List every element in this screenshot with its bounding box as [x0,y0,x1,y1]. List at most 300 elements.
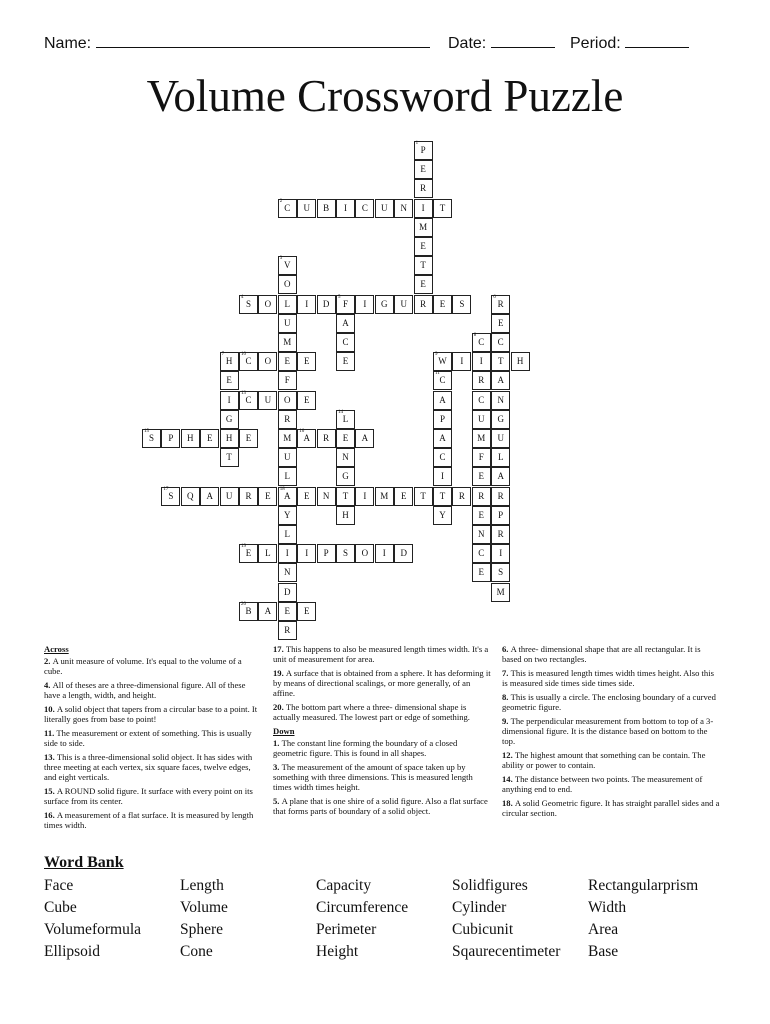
grid-cell[interactable] [452,295,471,314]
grid-cell[interactable] [452,352,471,371]
cell-letter: R [478,490,485,501]
clues-column-1 [44,644,258,834]
grid-cell[interactable] [414,295,433,314]
down-clue [502,668,720,688]
grid-cell[interactable] [239,352,258,371]
grid-cell[interactable] [414,487,433,506]
grid-cell[interactable] [278,544,297,563]
cell-letter: P [168,433,174,443]
cell-letter: E [303,394,310,405]
grid-cell[interactable] [278,256,297,275]
grid-cell[interactable] [336,199,355,218]
grid-cell[interactable] [297,295,316,314]
grid-cell[interactable] [336,410,355,429]
grid-cell[interactable] [472,506,491,525]
cell-letter: E [206,433,213,443]
grid-cell[interactable] [491,391,510,410]
grid-cell[interactable] [472,429,491,448]
grid-cell[interactable] [278,563,297,582]
grid-cell[interactable] [491,295,510,314]
grid-cell[interactable] [200,429,219,448]
grid-cell[interactable] [491,563,510,582]
grid-cell[interactable] [433,371,452,390]
grid-cell[interactable] [278,602,297,621]
grid-cell[interactable] [336,487,355,506]
grid-cell[interactable] [491,371,510,390]
cell-letter: U [264,394,272,405]
cell-letter: M [419,221,428,232]
cell-letter: U [400,298,407,309]
grid-cell[interactable] [317,295,336,314]
cell-letter: S [498,567,504,578]
cell-letter: I [363,298,367,309]
grid-cell[interactable] [258,544,277,563]
grid-cell[interactable] [336,352,355,371]
across-clue [44,704,258,724]
clue-text: All of theses are a three-dimensional figure. All of these have a length, width, and height. [44,680,246,701]
grid-cell[interactable] [472,487,491,506]
grid-cell[interactable] [220,371,239,390]
grid-cell[interactable] [414,275,433,294]
across-clue [273,644,493,664]
cell-letter: A [439,394,446,405]
grid-cell[interactable] [355,199,374,218]
cell-letter: S [148,433,154,443]
grid-cell[interactable] [394,487,413,506]
grid-cell[interactable] [355,429,374,448]
grid-cell[interactable] [297,602,316,621]
clue-number: 18 [279,486,285,492]
cell-letter: T [342,490,349,501]
grid-cell[interactable] [472,525,491,544]
grid-cell[interactable] [491,487,510,506]
grid-cell[interactable] [491,448,510,467]
cell-letter: E [420,164,426,175]
word-bank-item: Rectangularprism [588,877,699,894]
cell-letter: I [227,394,231,405]
grid-cell[interactable] [511,352,530,371]
cell-letter: A [439,433,446,443]
cell-letter: F [478,452,484,463]
grid-cell[interactable] [355,487,374,506]
grid-cell[interactable] [491,314,510,333]
cell-letter: I [441,471,444,482]
cell-letter: N [478,529,485,539]
grid-cell[interactable] [394,295,413,314]
grid-cell[interactable] [220,352,239,371]
clue-text: A surface that is obtained from a sphere. It has deforming it by means of directional scalings, or more generally, of an affine. [273,667,491,699]
grid-cell[interactable] [433,467,452,486]
clue-number: 2. [44,656,53,667]
grid-cell[interactable] [414,160,433,179]
down-clue [502,750,720,770]
grid-cell[interactable] [278,506,297,525]
clue-text: The distance between two points. The measurement of anything end to end. [502,773,703,794]
word-bank-item: Volumeformula [44,921,142,938]
across-clue [44,752,258,783]
grid-cell[interactable] [336,506,355,525]
cell-letter: G [381,298,388,309]
grid-cell[interactable] [472,563,491,582]
cell-letter: T [497,356,504,367]
clue-text: The bottom part where a three- dimensional shape is actually measured. The lowest part or edge of something. [273,702,470,723]
grid-cell[interactable] [220,410,239,429]
grid-cell[interactable] [220,448,239,467]
cell-letter: F [284,375,290,386]
grid-cell[interactable] [258,487,277,506]
clue-number: 4 [241,294,244,300]
cell-letter: D [400,548,407,559]
clue-number: 5. [273,796,282,807]
name-line[interactable] [96,33,430,48]
grid-cell[interactable] [491,429,510,448]
cell-letter: E [284,605,291,616]
clue-number: 10. [44,704,57,715]
grid-cell[interactable] [278,295,297,314]
grid-cell[interactable] [278,429,297,448]
grid-cell[interactable] [414,199,433,218]
cell-letter: H [187,433,194,443]
grid-cell[interactable] [491,410,510,429]
across-clue [44,728,258,748]
grid-cell[interactable] [375,487,394,506]
grid-cell[interactable] [433,506,452,525]
clue-number: 6 [493,294,496,300]
grid-cell[interactable] [239,295,258,314]
clue-number: 9 [435,352,438,358]
cell-letter: E [400,490,407,501]
cell-letter: A [342,317,349,328]
clue-text: The perpendicular measurement from bottom to top of a 3- dimensional figure. It is the distance based on bottom to the top. [502,715,714,747]
cell-letter: G [225,413,233,424]
cell-letter: B [245,605,252,616]
grid-cell[interactable] [414,141,433,160]
cell-letter: C [497,337,504,347]
grid-cell[interactable] [472,371,491,390]
grid-cell[interactable] [278,487,297,506]
cell-letter: M [380,490,389,501]
cell-letter: C [284,202,291,213]
cell-letter: E [478,471,485,482]
grid-cell[interactable] [472,410,491,429]
grid-cell[interactable] [220,487,239,506]
cell-letter: E [303,490,310,501]
grid-cell[interactable] [278,467,297,486]
clue-text: A ROUND solid figure. It surface with every point on its surface from its center. [44,785,253,807]
cell-letter: L [284,471,291,482]
grid-cell[interactable] [181,487,200,506]
grid-cell[interactable] [278,333,297,352]
date-field[interactable] [448,33,555,53]
cell-letter: C [361,202,368,213]
grid-cell[interactable] [414,218,433,237]
cell-letter: F [342,298,348,309]
grid-cell[interactable] [336,544,355,563]
grid-cell[interactable] [142,429,161,448]
cell-letter: S [342,548,348,559]
cell-letter: U [225,490,233,501]
grid-cell[interactable] [491,352,510,371]
cell-letter: U [284,452,291,463]
word-bank-item: Circumference [316,899,409,916]
clue-text: This is a three-dimensional solid object. It has sides with three meeting at each vertex, six square faces, twelve edges, and eight verticals. [44,751,253,783]
cell-letter: L [284,529,291,539]
grid-cell[interactable] [278,410,297,429]
cell-letter: N [497,394,504,405]
grid-cell[interactable] [375,199,394,218]
grid-cell[interactable] [297,487,316,506]
cell-letter: P [323,548,329,559]
grid-cell[interactable] [239,602,258,621]
cell-letter: A [264,605,272,616]
grid-cell[interactable] [278,525,297,544]
cell-letter: E [439,298,446,309]
cell-letter: Y [284,509,291,520]
cell-letter: L [265,548,271,559]
grid-cell[interactable] [258,602,277,621]
grid-cell[interactable] [472,391,491,410]
clue-number: 16 [299,429,305,434]
grid-cell[interactable] [433,199,452,218]
clue-number: 10 [241,352,246,358]
word-bank-item: Height [316,943,359,960]
cell-letter: I [305,298,309,309]
clue-number: 4. [44,680,53,691]
grid-cell[interactable] [336,448,355,467]
clues-section [44,644,724,854]
grid-cell[interactable] [414,256,433,275]
grid-cell[interactable] [278,621,297,640]
cell-letter: C [245,394,252,405]
cell-letter: E [497,317,504,328]
cell-letter: U [303,202,310,213]
grid-cell[interactable] [491,506,510,525]
grid-cell[interactable] [336,295,355,314]
cell-letter: R [284,625,291,635]
cell-letter: R [497,490,504,501]
clues-column-2 [273,644,493,820]
cell-letter: U [478,413,485,424]
period-field[interactable] [570,33,689,53]
grid-cell[interactable] [317,544,336,563]
cell-letter: E [303,356,310,367]
grid-cell[interactable] [278,275,297,294]
grid-cell[interactable] [414,179,433,198]
cell-letter: R [497,298,504,309]
word-bank-item: Ellipsoid [44,943,100,960]
grid-cell[interactable] [355,544,374,563]
cell-letter: T [226,452,232,463]
cell-letter: R [420,298,427,309]
cell-letter: O [284,394,291,405]
cell-letter: I [479,356,483,367]
grid-cell[interactable] [491,467,510,486]
clue-number: 18. [502,797,515,808]
clue-number: 8 [473,333,477,338]
grid-cell[interactable] [297,352,316,371]
grid-cell[interactable] [317,199,336,218]
cell-letter: C [439,452,446,463]
cell-letter: C [478,394,485,405]
cell-letter: P [439,413,445,424]
grid-cell[interactable] [220,391,239,410]
across-heading: Across [44,644,69,654]
cell-letter: R [420,183,427,194]
grid-cell[interactable] [258,352,277,371]
cell-letter: A [206,490,213,501]
grid-cell[interactable] [472,333,491,352]
grid-cell[interactable] [375,295,394,314]
grid-cell[interactable] [472,448,491,467]
clues-column-3 [502,644,720,822]
clue-text: A unit measure of volume. It's equal to the volume of a cube. [44,656,242,677]
clue-number: 19 [241,544,246,550]
grid-cell[interactable] [414,237,433,256]
grid-cell[interactable] [278,391,297,410]
name-field[interactable] [44,33,430,53]
grid-cell[interactable] [433,352,452,371]
cell-letter: C [478,337,485,347]
word-bank-item: Sqaurecentimeter [452,943,561,960]
word-bank-item: Base [588,943,619,960]
grid-cell[interactable] [278,199,297,218]
cell-letter: U [381,202,388,213]
grid-cell[interactable] [336,314,355,333]
clue-number: 14. [502,773,515,784]
grid-cell[interactable] [394,544,413,563]
cell-letter: C [439,375,446,386]
grid-cell[interactable] [161,487,180,506]
down-clue [502,774,720,794]
word-bank-item: Cone [180,943,213,960]
grid-cell[interactable] [297,429,316,448]
cell-letter: M [283,433,292,443]
grid-cell[interactable] [433,429,452,448]
cell-letter: C [342,337,349,347]
clue-number: 11 [435,371,440,377]
clue-text: The measurement or extent of something. This is usually side to side. [44,727,252,749]
cell-letter: E [420,279,426,290]
grid-cell[interactable] [433,448,452,467]
grid-cell[interactable] [297,199,316,218]
cell-letter: A [497,471,504,482]
grid-cell[interactable] [491,333,510,352]
grid-cell[interactable] [278,371,297,390]
grid-cell[interactable] [433,391,452,410]
grid-cell[interactable] [278,583,297,602]
grid-cell[interactable] [375,544,394,563]
cell-letter: L [497,452,504,463]
word-bank-item: Sphere [180,921,224,938]
clue-text: A plane that is one shire of a solid figure. Also a flat surface that forms parts of boundary of a solid object. [273,796,488,817]
down-clue [273,738,493,758]
word-bank-item: Cylinder [452,899,507,916]
grid-cell[interactable] [258,295,277,314]
grid-cell[interactable] [452,487,471,506]
grid-cell[interactable] [297,544,316,563]
word-bank-item: Width [588,899,627,916]
cell-letter: U [284,317,291,328]
cell-letter: A [497,375,504,386]
cell-letter: T [439,202,446,213]
clue-number: 2 [279,198,283,204]
clue-number: 3 [279,256,283,262]
cell-letter: B [323,202,330,213]
cell-letter: I [382,548,386,559]
grid-cell[interactable] [278,352,297,371]
grid-cell[interactable] [433,487,452,506]
cell-letter: E [478,509,485,520]
grid-cell[interactable] [278,314,297,333]
grid-cell[interactable] [491,544,510,563]
grid-cell[interactable] [336,429,355,448]
grid-cell[interactable] [181,429,200,448]
grid-cell[interactable] [317,429,336,448]
clue-text: This is measured length times width times height. Also this is measured side times side times side. [502,667,714,689]
cell-letter: I [344,202,347,213]
grid-cell[interactable] [161,429,180,448]
grid-cell[interactable] [394,199,413,218]
cell-letter: R [478,375,485,386]
word-bank-title: Word Bank [44,854,124,871]
cell-letter: R [497,529,504,539]
grid-cell[interactable] [317,487,336,506]
grid-cell[interactable] [433,295,452,314]
grid-cell[interactable] [491,525,510,544]
clue-text: A solid Geometric figure. It has straight parallel sides and a circular section. [502,797,720,818]
grid-cell[interactable] [472,544,491,563]
date-line[interactable] [491,33,555,48]
cell-letter: O [361,548,369,559]
period-line[interactable] [625,33,689,48]
grid-cell[interactable] [355,295,374,314]
grid-cell[interactable] [239,391,258,410]
clue-text: A solid object that tapers from a circular base to a point. It literally goes from base to point! [44,704,258,725]
cell-letter: D [322,298,330,309]
cell-letter: H [225,356,233,367]
word-bank-item: Cubicunit [452,921,514,938]
grid-cell[interactable] [200,487,219,506]
cell-letter: E [420,241,426,251]
grid-cell[interactable] [336,333,355,352]
word-bank-item: Perimeter [316,921,377,938]
word-bank-item: Capacity [316,877,372,894]
clue-number: 17. [273,644,286,654]
clue-number: 14 [338,409,343,415]
grid-cell[interactable] [220,429,239,448]
grid-cell[interactable] [491,583,510,602]
cell-letter: N [400,202,407,213]
cell-letter: M [496,586,505,597]
grid-cell[interactable] [297,391,316,410]
clue-number: 3. [273,762,282,773]
grid-cell[interactable] [433,410,452,429]
grid-cell[interactable] [278,448,297,467]
cell-letter: Q [187,490,194,501]
word-bank-item: Area [588,921,619,938]
cell-letter: I [285,548,289,559]
clue-number: 11. [44,727,57,738]
grid-cell[interactable] [239,544,258,563]
grid-cell[interactable] [336,467,355,486]
cell-letter: E [303,605,310,616]
grid-cell[interactable] [258,391,277,410]
grid-cell[interactable] [239,487,258,506]
grid-cell[interactable] [472,467,491,486]
page-title: Volume Crossword Puzzle [146,71,624,121]
grid-cell[interactable] [472,352,491,371]
grid-cell[interactable] [239,429,258,448]
